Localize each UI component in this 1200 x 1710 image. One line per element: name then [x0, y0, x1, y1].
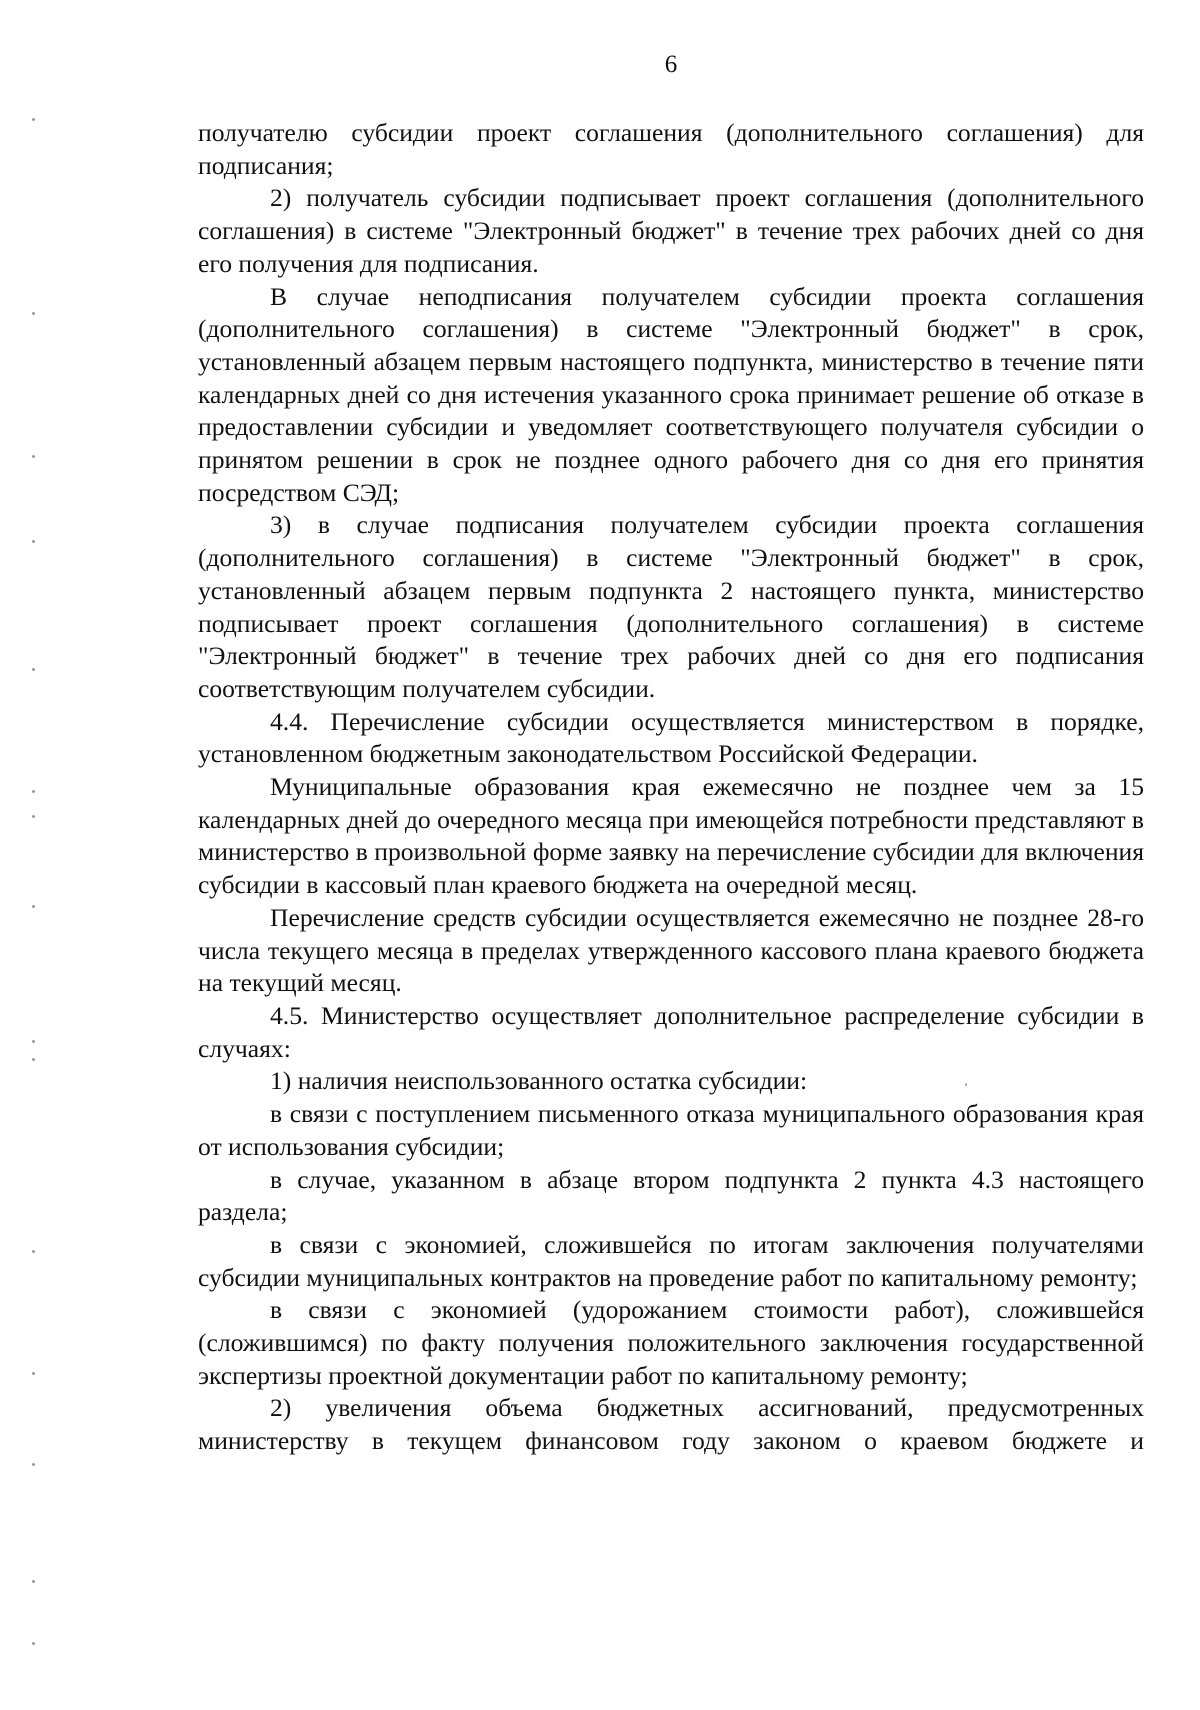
paragraph-4-5-item-2: 2) увеличения объема бюджетных ассигнований, предусмотренных министерству в текущем финансовом году законом о краевом бюджете и — [198, 1393, 1144, 1456]
paragraph-4-5-item-1: 1) наличия неиспользованного остатка субсидии: — [270, 1066, 808, 1096]
paragraph-contract-savings: в связи с экономией, сложившейся по итогам заключения получателями субсидии муниципальных контрактов на проведение работ по капитальному ремонту; — [198, 1229, 1144, 1292]
paragraph-case-reference: в случае, указанном в абзаце втором подпункта 2 пункта 4.3 настоящего раздела; — [198, 1164, 1144, 1227]
paragraph-item-2: 2) получатель субсидии подписывает проект соглашения (дополнительного соглашения) в системе "Электронный бюджет" в течение трех рабочих дней со дня его получения для подписания. — [198, 183, 1144, 278]
paragraph-item-3: 3) в случае подписания получателем субсидии проекта соглашения (дополнительного соглашения) в системе "Электронный бюджет" в срок, установленный абзацем первым подпункта 2 настоящего пункта, министерство подписывает проект соглашения (дополнительного соглашения) в системе "Электронный бюджет" в течение трех рабочих дней со дня его подписания соответствующим получателем субсидии. — [198, 510, 1144, 703]
page-number: 6 — [664, 51, 678, 78]
scan-margin-specks — [32, 0, 40, 1710]
paragraph-refusal: В случае неподписания получателем субсидии проекта соглашения (дополнительного соглашения) в системе "Электронный бюджет" в срок, установленный абзацем первым настоящего подпункта, министерство в течение пяти календарных дней со дня истечения указанного срока принимает решение об отказе в предоставлении субсидии и уведомляет соответствующего получателя субсидии о принятом решении в срок не позднее одного рабочего дня со дня его принятия посредством СЭД; — [198, 281, 1144, 507]
paragraph-continuation: получателю субсидии проект соглашения (дополнительного соглашения) для подписания; — [198, 118, 1144, 180]
paragraph-expertise-savings: в связи с экономией (удорожанием стоимости работ), сложившейся (сложившимся) по факту получения положительного заключения государственной экспертизы проектной документации работ по капитальному ремонту; — [198, 1295, 1144, 1390]
paragraph-4-4: 4.4. Перечисление субсидии осуществляется министерством в порядке, установленном бюджетным законодательством Российской Федерации. — [198, 706, 1144, 769]
scan-speck: ' — [965, 1080, 968, 1094]
paragraph-transfer-deadline: Перечисление средств субсидии осуществляется ежемесячно не позднее 28-го числа текущего месяца в пределах утвержденного кассового плана краевого бюджета на текущий месяц. — [198, 902, 1144, 998]
paragraph-4-5: 4.5. Министерство осуществляет дополнительное распределение субсидии в случаях: — [198, 1000, 1144, 1063]
document-body — [198, 117, 1144, 1458]
paragraph-written-refusal: в связи с поступлением письменного отказа муниципального образования края от использования субсидии; — [198, 1099, 1144, 1161]
paragraph-municipal-request: Муниципальные образования края ежемесячно не позднее чем за 15 календарных дней до очередного месяца при имеющейся потребности представляют в министерство в произвольной форме заявку на перечисление субсидии для включения субсидии в кассовый план краевого бюджета на очередной месяц. — [198, 772, 1145, 900]
